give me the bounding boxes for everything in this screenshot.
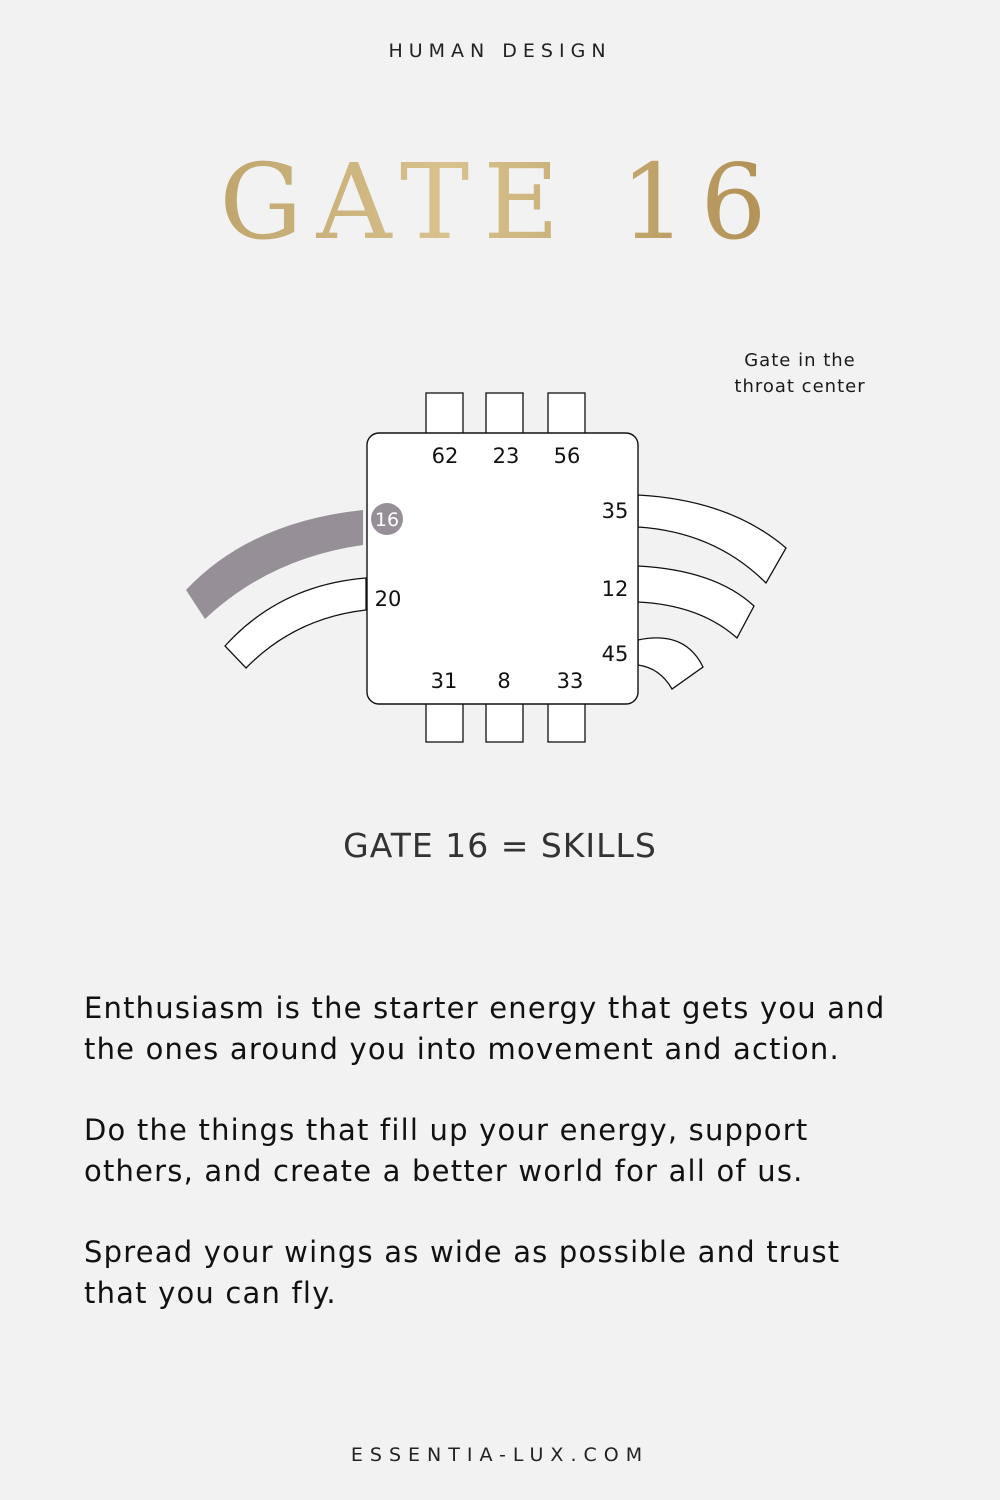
channel-stub-31 (426, 702, 463, 742)
gate-label-23: 23 (492, 444, 520, 468)
gate-label-16: 16 (374, 509, 400, 531)
gate-label-62: 62 (431, 444, 459, 468)
gate-subtitle: GATE 16 = SKILLS (343, 826, 657, 865)
gate-label-12: 12 (601, 577, 629, 601)
paragraph (84, 988, 924, 1070)
gate-label-20: 20 (374, 587, 402, 611)
paragraph-line: Do the things that fill up your energy, support (84, 1113, 809, 1147)
throat-center-diagram (0, 300, 1000, 780)
channel-stub-8 (486, 702, 523, 742)
paragraph-line: others, and create a better world for all of us. (84, 1154, 804, 1188)
paragraph (84, 1110, 924, 1192)
page-title: GATE 16 (0, 150, 1000, 254)
channel-gate-20 (225, 578, 366, 668)
channel-stub-56 (548, 393, 585, 435)
channel-stub-33 (548, 702, 585, 742)
eyebrow-heading: HUMAN DESIGN (388, 40, 612, 62)
description (84, 988, 924, 1354)
paragraph-line: the ones around you into movement and action. (84, 1032, 840, 1066)
footer-website[interactable]: ESSENTIA-LUX.COM (350, 1444, 650, 1466)
gate-label-56: 56 (553, 444, 581, 468)
channel-stub-23 (486, 393, 523, 435)
channel-gate-12 (638, 566, 754, 638)
paragraph (84, 1232, 924, 1314)
gate-label-33: 33 (556, 669, 584, 693)
throat-center-box (367, 433, 638, 704)
paragraph-line: that you can fly. (84, 1276, 337, 1310)
paragraph-line: Enthusiasm is the starter energy that gets you and (84, 991, 886, 1025)
diagram-note-line: throat center (734, 376, 866, 397)
diagram-note-line: Gate in the (744, 350, 856, 371)
gate-label-35: 35 (601, 499, 629, 523)
paragraph-line: Spread your wings as wide as possible and trust (84, 1235, 841, 1269)
channel-stub-62 (426, 393, 463, 435)
gate-label-8: 8 (497, 669, 511, 693)
gate-label-31: 31 (430, 669, 458, 693)
channel-gate-45 (638, 638, 703, 689)
gate-label-45: 45 (601, 642, 629, 666)
